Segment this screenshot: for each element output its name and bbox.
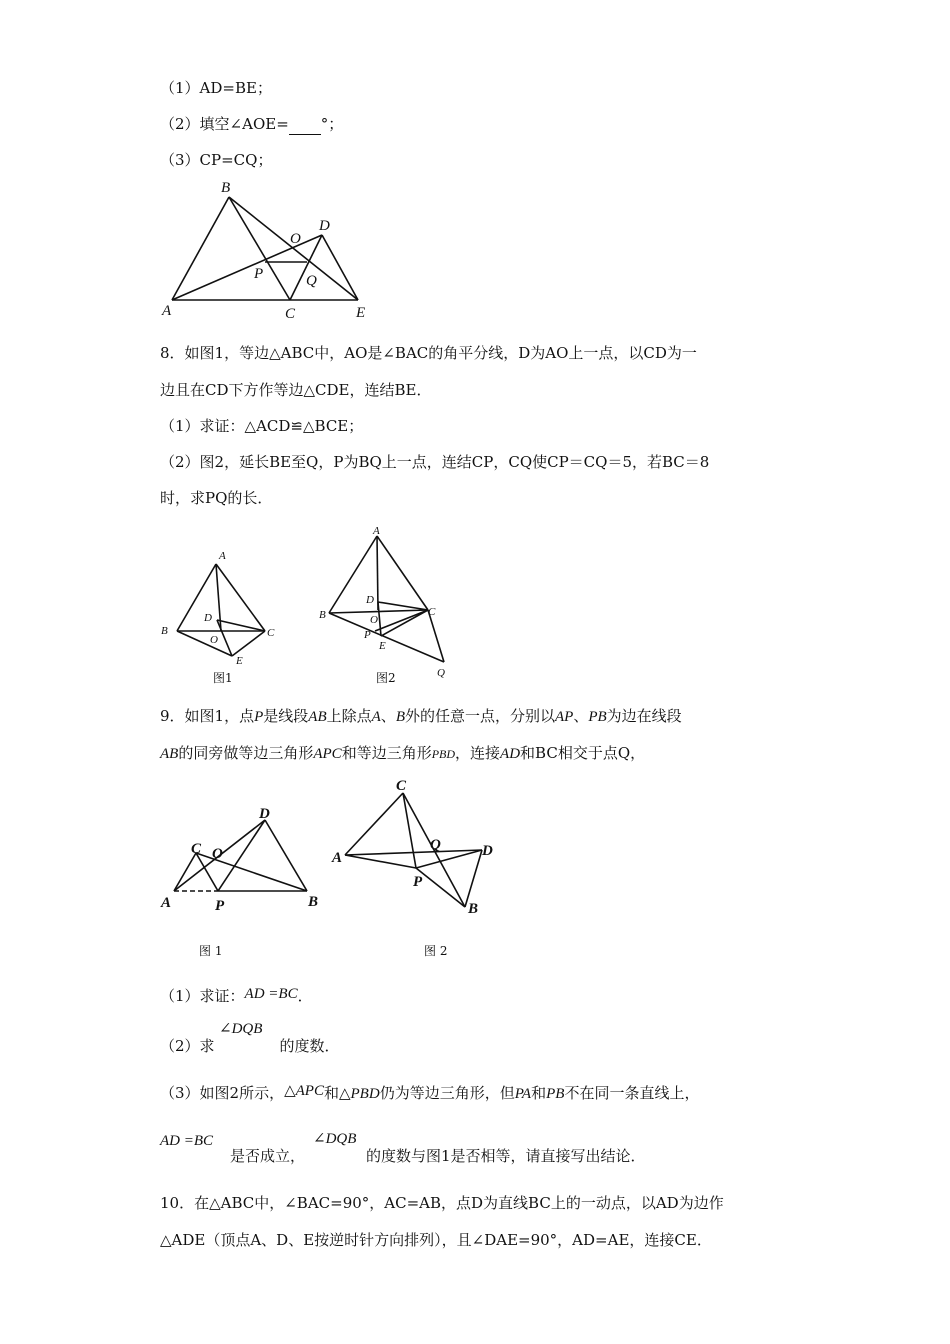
q9-item3-and2: 和 [531,1084,547,1102]
q8f1-label-O: O [210,634,218,646]
q9f2-label-D: D [482,843,493,859]
q7-label-C: C [285,306,296,322]
q9f1-label-P: P [215,898,225,914]
q9-triangle-PBD: PBD [431,747,456,761]
q8f2-label-E: E [379,640,386,652]
q9-item1-pre: （1）求证： [160,987,245,1005]
q7-item2-pre: （2）填空∠AOE= [160,115,289,133]
q8f2-label-O: O [370,614,378,626]
q9f1-label-C: C [191,841,202,857]
q7-label-Q: Q [306,273,317,289]
q8f1-label-C: C [267,627,275,639]
q7-label-P: P [254,266,264,282]
q9-item1 [160,986,313,1007]
q9f2-label-C: C [396,778,407,794]
q9-triangle-APC: APC [313,746,342,762]
q9-l2-text: ，连接 [455,744,501,762]
q8f2-label-Q: Q [437,667,445,679]
q9-segment-AP: AP [555,709,574,725]
q9-segment-PB: PB [588,709,607,725]
q7-item2-post: °； [320,115,344,133]
q7-item2 [160,114,343,135]
q9-l1-text: 、 [380,707,396,725]
q9-figure2 [325,775,505,920]
q9-item3-math: AD =BC [160,1133,214,1149]
q8f2-label-B: B [319,609,326,621]
q8-item1: （1）求证：△ACD≌△BCE； [160,417,364,435]
q9-l1-text: 9．如图1，点 [160,707,255,725]
q7-label-B: B [221,180,231,196]
q9-item2-post: 的度数． [279,1037,340,1055]
q9-segment-AB: AB [308,709,327,725]
q9f2-label-A: A [332,850,343,866]
q9-segment-AD: AD [500,746,521,762]
q9-segment-PA: PA [514,1086,532,1102]
q9-figure1 [155,800,330,915]
q9f1-label-A: A [161,895,172,911]
q8f2-label-A: A [373,525,380,537]
q9-l1-text: 为边在线段 [606,707,682,725]
q9-point-A: A [371,709,381,725]
q8f1-label-D: D [204,612,212,624]
q9-l2-text: 和BC相交于点Q， [520,744,646,762]
q9f1-label-O: O [212,846,223,862]
q9-point-P: P [254,709,264,725]
q9-item2-angle: ∠DQB [219,1021,263,1037]
q9-item3-end: 不在同一条直线上， [564,1084,700,1102]
q7-label-E: E [356,305,366,321]
q9-triangle-APC: △APC [284,1083,324,1099]
q9-item3-angle: ∠DQB [313,1131,357,1147]
q9-l1-text: 上除点 [326,707,372,725]
q9-l2-text: 和等边三角形 [341,744,432,762]
q9-point-B: B [395,709,405,725]
q7-item1: （1）AD=BE； [160,79,272,97]
q9-l2-text: 的同旁做等边三角形 [178,744,314,762]
q9-segment-AB: AB [160,746,179,762]
q9-item1-post: ． [297,987,313,1005]
q8f1-label-A: A [219,550,226,562]
q9-item3-line2b: 的度数与图1是否相等，请直接写出结论． [366,1147,646,1165]
q10-line1: 10．在△ABC中，∠BAC=90°，AC=AB，点D为直线BC上的一动点，以AD为边作 [160,1194,724,1212]
q8-line2: 边且在CD下方作等边△CDE，连结BE． [160,381,432,399]
q9-item3-line2a: 是否成立， [230,1147,306,1165]
q9f2-label-B: B [468,901,479,917]
q9-line2 [160,743,645,764]
q8f1-label-B: B [161,625,168,637]
q9-item1-math: AD =BC [244,986,298,1002]
q9f2-label-P: P [413,874,423,890]
q8f2-label-D: D [366,594,374,606]
q9f1-label-B: B [308,894,319,910]
q9-item3-pre: （3）如图2所示， [160,1084,285,1102]
q9f1-label-D: D [259,806,270,822]
q9-segment-PB: PB [546,1086,565,1102]
q9-item2-pre: （2）求 [160,1037,215,1055]
q8-fig1-caption: 图1 [213,671,233,685]
q7-answer-blank [289,114,321,135]
q8f2-label-C: C [428,606,436,618]
q8-item2-line1: （2）图2，延长BE至Q，P为BQ上一点，连结CP，CQ使CP＝CQ＝5，若BC＝8 [160,453,710,471]
q9-fig2-caption: 图 2 [424,944,448,958]
q9-l1-text: 外的任意一点，分别以 [404,707,555,725]
q8-fig2-caption: 图2 [376,671,396,685]
q8-figure2 [315,520,455,685]
q7-figure [155,175,385,325]
q9-l1-text: 、 [573,707,589,725]
q7-label-O: O [290,231,301,247]
q8-figure1 [155,540,290,690]
q8-line1: 8．如图1，等边△ABC中，AO是∠BAC的角平分线，D为AO上一点，以CD为一 [160,344,697,362]
q9-item3-mid: 仍为等边三角形，但 [379,1084,515,1102]
q8f2-label-P: P [364,629,371,641]
q9-triangle-PBD: △PBD [338,1086,380,1102]
q9-line1 [160,706,682,727]
q7-label-A: A [162,303,172,319]
q8-item2-line2: 时，求PQ的长． [160,489,273,507]
q9-fig1-caption: 图 1 [199,944,223,958]
q7-label-D: D [319,218,330,234]
q9-l1-text: 是线段 [263,707,309,725]
q7-item3: （3）CP=CQ； [160,151,273,169]
q9f2-label-Q: Q [430,837,441,853]
q8f1-label-E: E [236,655,243,667]
q9-item2 [160,1036,340,1056]
q9-item3-and: 和 [323,1084,339,1102]
q9-item3-line1 [160,1083,699,1104]
q10-line2: △ADE（顶点A、D、E按逆时针方向排列），且∠DAE=90°，AD=AE，连接CE． [160,1231,712,1249]
